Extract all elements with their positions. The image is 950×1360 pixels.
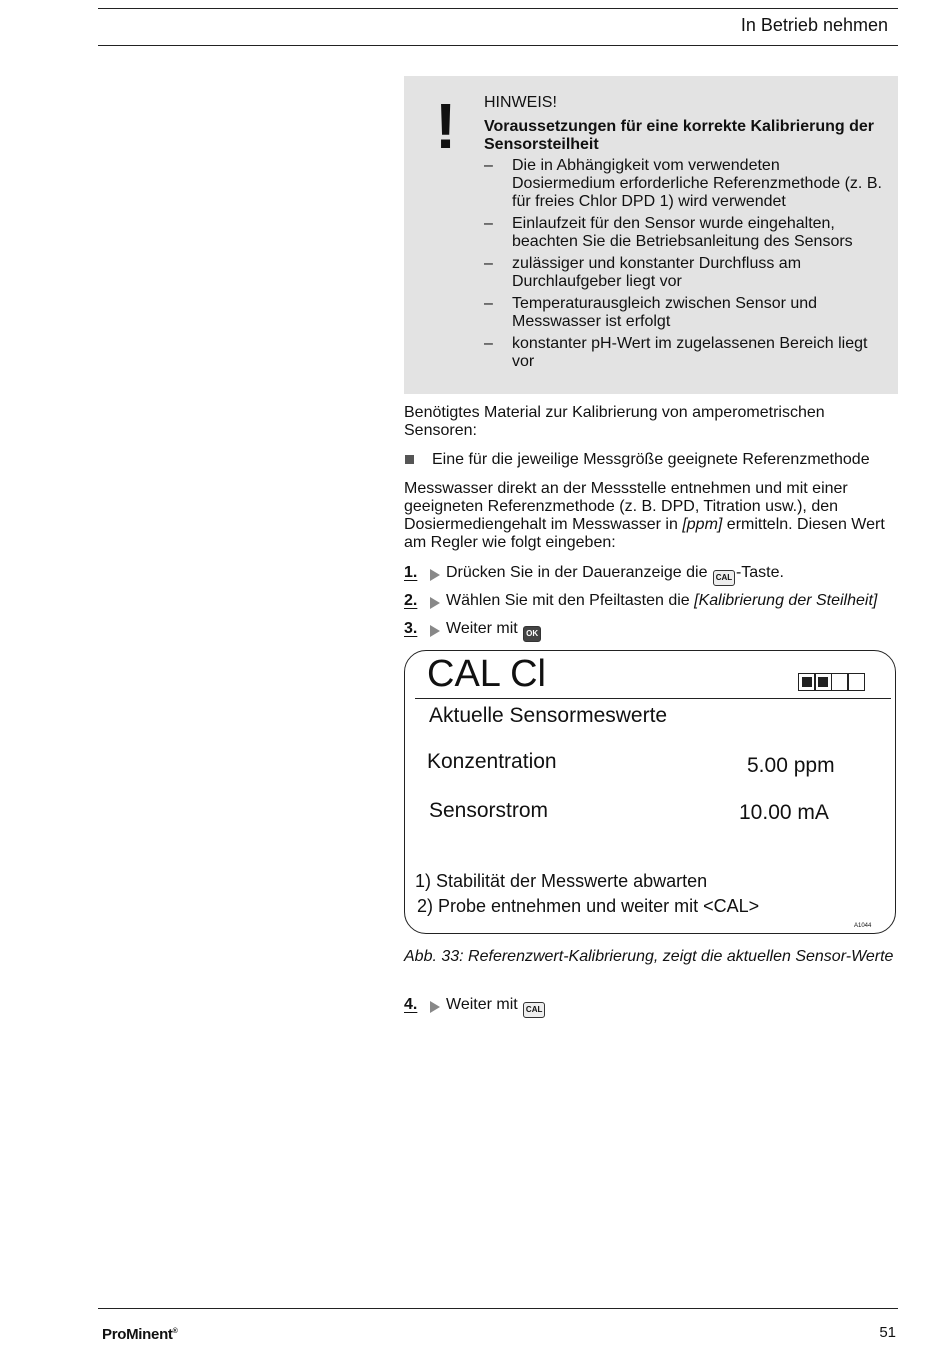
notice-heading: Voraussetzungen für eine korrekte Kalibrierung der Sensorsteilheit xyxy=(484,118,875,153)
menu-path: [Kalibrierung der Steilheit] xyxy=(694,592,878,609)
figure-reference: A1044 xyxy=(854,923,872,929)
concentration-value: 5.00 ppm xyxy=(747,754,835,777)
notice-item: – konstanter pH-Wert im zugelassenen Bereich liegt vor xyxy=(484,335,884,371)
step-text xyxy=(446,563,784,586)
footer-rule xyxy=(98,1308,898,1309)
step-3 xyxy=(404,619,898,641)
step-arrow-icon xyxy=(430,625,440,637)
sensor-current-label: Sensorstrom xyxy=(429,799,549,822)
instructions-unit: [ppm] xyxy=(682,516,723,533)
top-rule xyxy=(98,8,898,9)
progress-box-empty xyxy=(847,673,865,691)
step-number: 3. xyxy=(404,620,418,637)
step-2-text: Wählen Sie mit den Pfeiltasten die xyxy=(446,592,695,609)
step-2 xyxy=(404,591,898,613)
notice-label: HINWEIS! xyxy=(484,94,557,111)
notice-item: – zulässiger und konstanter Durchfluss am Durchlaufgeber liegt vor xyxy=(484,255,884,291)
step-3-text: Weiter mit xyxy=(446,620,523,637)
brand-logo-text: ProMinent xyxy=(102,1326,173,1343)
controller-display xyxy=(404,650,896,934)
display-subtitle: Aktuelle Sensormeswerte xyxy=(429,704,668,727)
notice-item: – Einlaufzeit für den Sensor wurde eingehalten, beachten Sie die Betriebsanleitung des Sensors xyxy=(484,215,884,251)
step-arrow-icon xyxy=(430,1001,440,1013)
instructions-text-2: ermitteln. Diesen Wert am Regler wie folgt eingeben: xyxy=(404,516,885,551)
step-number: 1. xyxy=(404,564,418,581)
display-title: CAL Cl xyxy=(427,653,546,695)
step-text xyxy=(446,995,546,1018)
step-text xyxy=(446,591,877,611)
display-hint-2: 2) Probe entnehmen und weiter mit <CAL> xyxy=(417,896,760,916)
step-1-text: Drücken Sie in der Daueranzeige die xyxy=(446,564,712,581)
step-arrow-icon xyxy=(430,569,440,581)
square-bullet-icon xyxy=(405,455,414,464)
step-1 xyxy=(404,563,898,585)
progress-box-empty xyxy=(831,673,849,691)
step-1-suffix: -Taste. xyxy=(735,564,784,581)
concentration-label: Konzentration xyxy=(427,750,557,773)
step-4 xyxy=(404,995,898,1017)
brand-logo xyxy=(102,1326,178,1343)
page-header-title: In Betrieb nehmen xyxy=(740,15,888,35)
display-hint-1: 1) Stabilität der Messwerte abwarten xyxy=(415,871,708,891)
step-4-text: Weiter mit xyxy=(446,996,523,1013)
progress-box-filled xyxy=(814,673,832,691)
material-intro: Benötigtes Material zur Kalibrierung von amperometrischen Sensoren: xyxy=(404,404,825,439)
step-number: 4. xyxy=(404,996,418,1013)
step-text xyxy=(446,619,542,642)
progress-indicator xyxy=(799,673,865,691)
trademark-symbol: ® xyxy=(172,1328,178,1335)
figure-caption: Abb. 33: Referenzwert-Kalibrierung, zeigt die aktuellen Sensor-Werte xyxy=(404,948,894,965)
display-divider xyxy=(415,698,891,699)
notice-list xyxy=(484,157,884,375)
ok-key-icon: OK xyxy=(523,626,541,642)
header-rule xyxy=(98,45,898,46)
sensor-current-value: 10.00 mA xyxy=(739,801,829,824)
instructions-text-1: Messwasser direkt an der Messstelle entnehmen und mit einer geeigneten Referenzmethode (z. B. DPD, Titration usw.), den Dosiermediengehalt im Messwasser in xyxy=(404,480,848,533)
cal-key-icon: CAL xyxy=(713,570,735,586)
instructions-paragraph xyxy=(404,480,898,552)
cal-key-icon: CAL xyxy=(523,1002,545,1018)
notice-item: – Temperaturausgleich zwischen Sensor und Messwasser ist erfolgt xyxy=(484,295,884,331)
step-arrow-icon xyxy=(430,597,440,609)
progress-box-filled xyxy=(798,673,816,691)
page-number: 51 xyxy=(879,1324,896,1341)
material-item: Eine für die jeweilige Messgröße geeignete Referenzmethode xyxy=(432,451,870,468)
notice-item: – Die in Abhängigkeit vom verwendeten Dosiermedium erforderliche Referenzmethode (z. B. für freies Chlor DPD 1) wird verwendet xyxy=(484,157,884,211)
exclamation-icon: ! xyxy=(435,90,457,162)
step-number: 2. xyxy=(404,592,418,609)
